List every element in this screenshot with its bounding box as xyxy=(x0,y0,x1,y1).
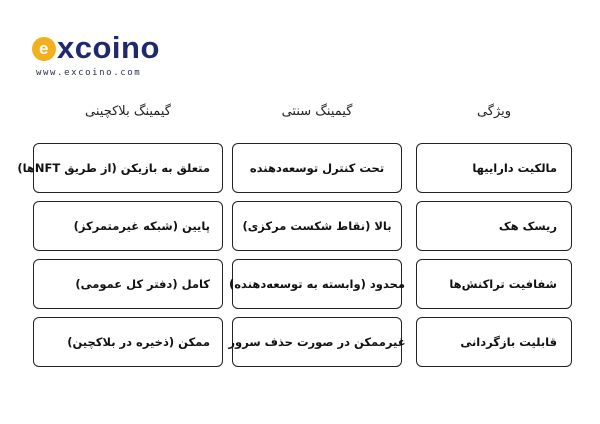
header-feature: ویژگی xyxy=(476,104,512,119)
logo-e-coin-icon: e xyxy=(32,37,56,61)
blockchain-cell: ممکن (ذخیره در بلاکچین) xyxy=(33,317,223,367)
blockchain-cell: کامل (دفتر کل عمومی) xyxy=(33,259,223,309)
logo-url: www.excoino.com xyxy=(36,68,142,78)
feature-cell: قابلیت بازگردانی xyxy=(416,317,572,367)
logo-wordmark-text: xcoino xyxy=(57,30,160,65)
feature-cell: ریسک هک xyxy=(416,201,572,251)
header-blockchain-gaming: گیمینگ بلاکچینی xyxy=(85,104,171,119)
traditional-cell: تحت کنترل توسعه‌دهنده xyxy=(232,143,402,193)
blockchain-cell: متعلق به بازیکن (از طریق NFTها) xyxy=(33,143,223,193)
header-traditional-gaming: گیمینگ سنتی xyxy=(281,104,353,119)
logo-wordmark xyxy=(30,28,160,68)
traditional-cell: محدود (وابسته به توسعه‌دهنده) xyxy=(232,259,402,309)
excoino-logo xyxy=(30,28,200,84)
feature-cell: شفافیت تراکنش‌ها xyxy=(416,259,572,309)
feature-cell: مالکیت داراییها xyxy=(416,143,572,193)
traditional-cell: بالا (نقاط شکست مرکزی) xyxy=(232,201,402,251)
blockchain-cell: پایین (شبکه غیرمتمرکز) xyxy=(33,201,223,251)
traditional-cell: غیرممکن در صورت حذف سرور xyxy=(232,317,402,367)
